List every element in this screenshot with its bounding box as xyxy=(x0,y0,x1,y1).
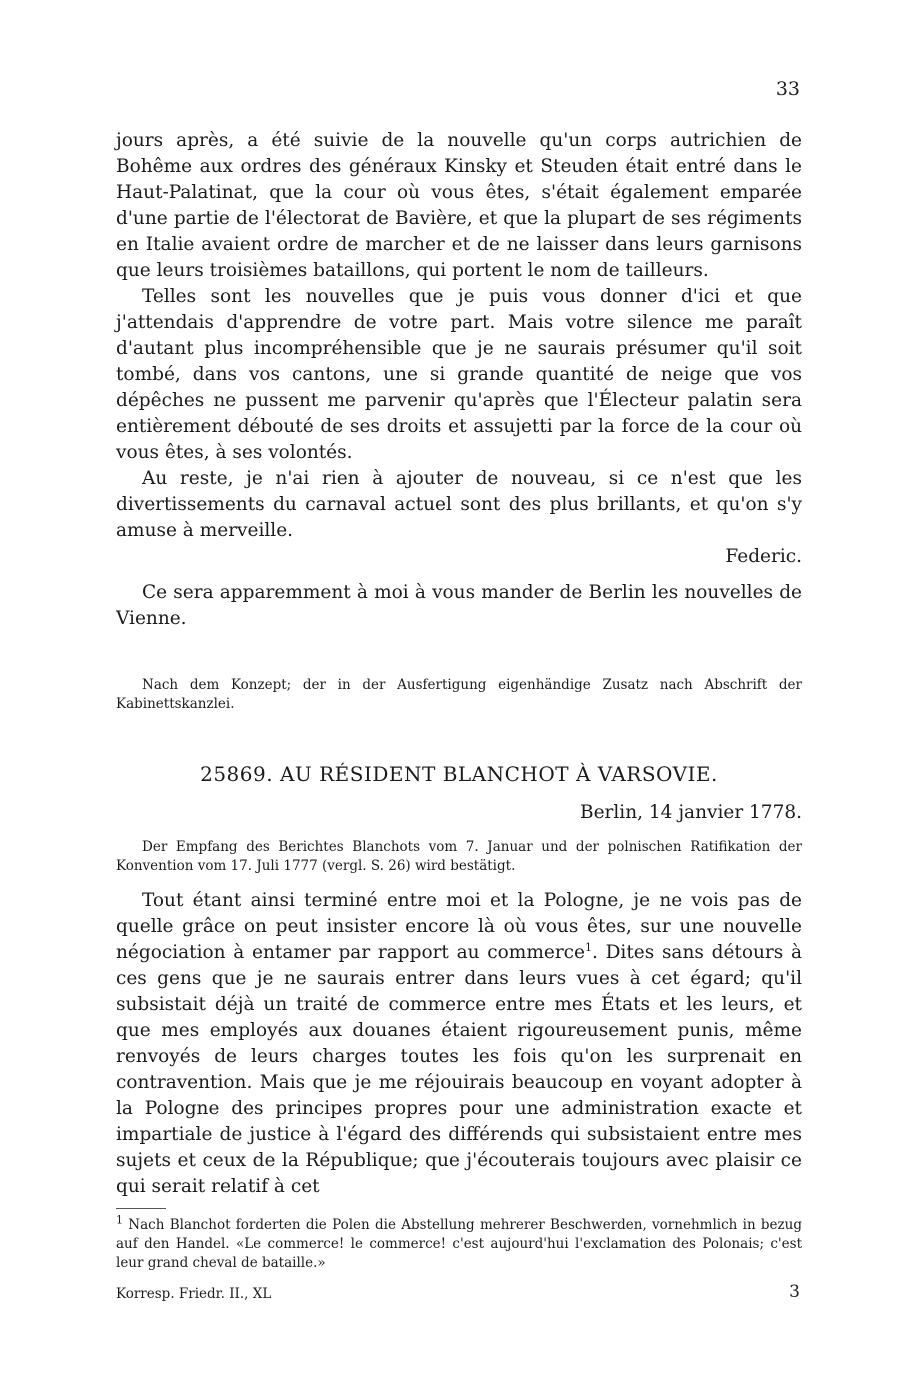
letter2-dateline: Berlin, 14 janvier 1778. xyxy=(580,802,802,823)
letter2-text-after-ref: . Dites sans détours à ces gens que je ne saurais entrer dans leurs vues à cet égard; qu'il subsistait déjà un traité de commerce entre mes États et les leurs, et que mes employés aux douanes étaient rigoureusement punis, même renvoyés de leurs charges toutes les fois qu'on les surprenait en contravention. Mais que je me réjouirais beaucoup en voyant adopter à la Pologne des principes propres pour une administration exacte et impartiale de justice à l'égard des différends qui subsistaient entre mes sujets et ceux de la République; que j'écouterais toujours avec plaisir ce qui serait relatif à cet xyxy=(116,942,802,1197)
footnote-marker: 1 xyxy=(116,1213,123,1227)
letter1-signature: Federic. xyxy=(725,546,802,567)
letter2-paragraph xyxy=(116,888,802,1200)
letter2-body xyxy=(116,888,802,1200)
letter1-paragraph-2: Telles sont les nouvelles que je puis vous donner d'ici et que j'attendais d'apprendre de votre part. Mais votre silence me paraît d'autant plus incompréhensible que je ne saurais présumer qu'il soit tombé, dans vos cantons, une si grande quantité de neige que vos dépêches ne pussent me parvenir qu'après que l'Électeur palatin sera entièrement débouté de ses droits et assujetti par la force de la cour où vous êtes, à ses volontés. xyxy=(116,286,802,463)
page-number: 33 xyxy=(775,78,800,100)
source-note-text: Nach dem Konzept; der in der Ausfertigung eigenhändige Zusatz nach Abschrift der Kabinettskanzlei. xyxy=(116,677,802,712)
footnote-text: Nach Blanchot forderten die Polen die Abstellung mehrerer Beschwerden, vornehmlich in bezug auf den Handel. «Le commerce! le commerce! c'est aujourd'hui l'exclamation des Polonais; c'est leur grand cheval de bataille.» xyxy=(116,1217,802,1271)
letter1-body xyxy=(116,128,802,632)
sheet-number: 3 xyxy=(789,1282,800,1302)
letter1-paragraph-1: jours après, a été suivie de la nouvelle qu'un corps autrichien de Bohême aux ordres des généraux Kinsky et Steuden était entré dans le Haut-Palatinat, que la cour où vous êtes, s'était également emparée d'une partie de l'électorat de Bavière, et que la plupart de ses régiments en Italie avaient ordre de marcher et de ne laisser dans leurs garnisons que leurs troisièmes bataillons, qui portent le nom de tailleurs. xyxy=(116,130,802,281)
letter1-source-note xyxy=(116,676,802,714)
footnote xyxy=(116,1213,802,1273)
summary-text: Der Empfang des Berichtes Blanchots vom 7. Januar und der polnischen Ratifikation der Konvention vom 17. Juli 1777 (vergl. S. 26) wird bestätigt. xyxy=(116,839,802,874)
letter1-postscript: Ce sera apparemment à moi à vous mander de Berlin les nouvelles de Vienne. xyxy=(116,582,802,629)
letter2-text-before-ref: Tout étant ainsi terminé entre moi et la Pologne, je ne vois pas de quelle grâce on peut insister encore là où vous êtes, sur une nouvelle négociation à entamer par rapport au commerce xyxy=(116,890,802,963)
footnote-reference: 1 xyxy=(584,940,592,954)
letter2-heading: 25869. AU RÉSIDENT BLANCHOT À VARSOVIE. xyxy=(200,762,718,786)
signature-mark: Korresp. Friedr. II., XL xyxy=(116,1286,272,1302)
letter1-paragraph-3: Au reste, je n'ai rien à ajouter de nouveau, si ce n'est que les divertissements du carnaval actuel sont des plus brillants, et qu'on s'y amuse à merveille. xyxy=(116,468,802,541)
letter2-summary xyxy=(116,838,802,876)
footnote-divider xyxy=(116,1208,166,1209)
